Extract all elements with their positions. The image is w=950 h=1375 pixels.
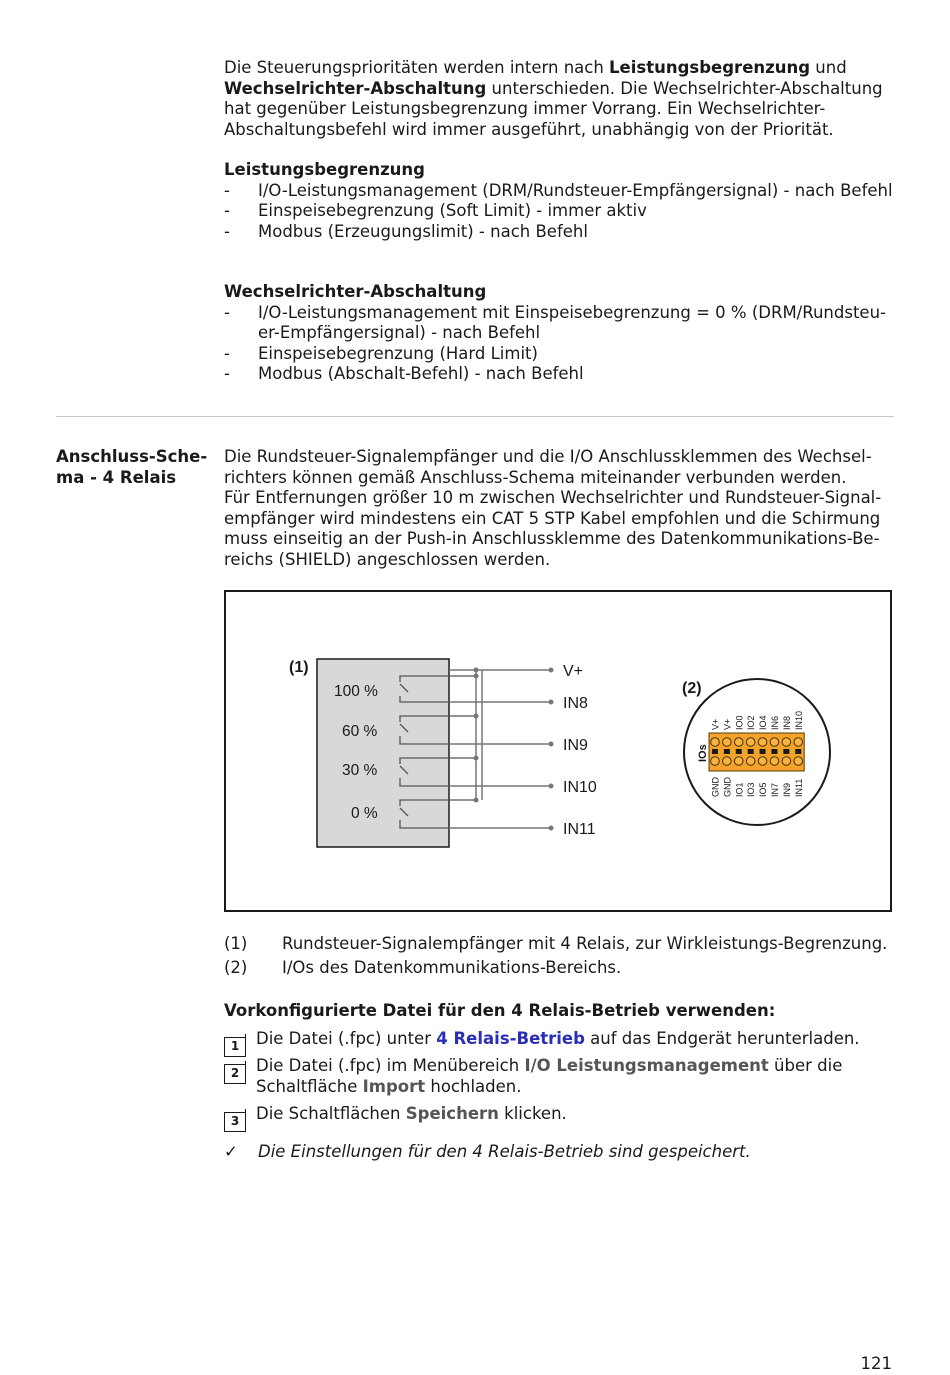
list-item: - Modbus (Abschalt-Befehl) - nach Befehl (224, 364, 584, 383)
relay-label: 30 % (342, 762, 378, 779)
pin-label-top: IO0 (734, 715, 745, 730)
list-item: - I/O-Leistungsmanagement mit Einspeisebegrenzung = 0 % (DRM/Rundsteuer-Empfängersignal) - nach Befehl (224, 302, 886, 342)
pin-label-bottom: IO5 (758, 782, 769, 797)
legend (224, 934, 896, 978)
pin-label-bottom: GND (722, 777, 733, 797)
legend-num: (1) (224, 934, 248, 953)
intro-text-1: Die Steuerungsprioritäten werden intern nach (224, 58, 610, 77)
io-label: (2) (682, 680, 702, 697)
wiring-diagram (224, 590, 892, 912)
pin-label-top: IO4 (758, 715, 769, 730)
receiver-label: (1) (289, 659, 309, 676)
leistungsbegrenzung-heading: Leistungsbegrenzung (224, 160, 425, 179)
legend-row (224, 958, 896, 979)
output-lines (449, 702, 551, 828)
terminal-slot (724, 749, 730, 754)
pin-label-bottom: IN7 (769, 782, 780, 797)
ios-label: IOs (697, 744, 709, 762)
step-text: klicken. (498, 1104, 567, 1123)
list-item-text: Einspeisebegrenzung (Hard Limit) (258, 343, 538, 363)
list-item-text: Einspeisebegrenzung (Soft Limit) - immer aktiv (258, 201, 647, 220)
check-icon: ✓ (224, 1141, 238, 1161)
legend-text: Rundsteuer-Signalempfänger mit 4 Relais, zur Wirkleistungs-Begrenzung. (282, 934, 888, 953)
pin-label-top: IO2 (746, 715, 757, 730)
abschaltung-heading: Wechselrichter-Abschaltung (224, 282, 487, 301)
relay-label: 100 % (334, 683, 378, 700)
result-line (224, 1142, 896, 1163)
pin-label-bottom: IN9 (781, 782, 792, 797)
list-item: - Einspeisebegrenzung (Hard Limit) (224, 343, 538, 363)
step-text: Die Datei (.fpc) im Menübereich (256, 1056, 525, 1075)
intro-paragraph (224, 58, 896, 140)
terminal-slot (760, 749, 766, 754)
terminal-clamp (711, 757, 720, 766)
step-text: über die Schaltfläche (256, 1056, 843, 1096)
terminal-clamp (723, 757, 732, 766)
wiring-diagram-svg (226, 592, 890, 910)
legend-num: (2) (224, 957, 248, 977)
terminal-clamp (758, 757, 767, 766)
pin-label-top: IN8 (781, 715, 792, 730)
terminal-clamp (734, 738, 743, 747)
section-paragraph-2: Für Entfernungen größer 10 m zwischen Wechselrichter und Rundsteuer-Signalempfänger wird mindestens ein CAT 5 STP Kabel empfohlen und die Schirmung muss einseitig an der Push-in Anschlussklemme des Datenkommunikations-Bereichs (SHIELD) angeschlossen werden. (224, 488, 882, 569)
intro-bold-2: Wechselrichter-Abschaltung (224, 78, 487, 98)
step-text: Die Datei (.fpc) unter (256, 1028, 437, 1048)
step-text: auf das Endgerät herunterladen. (584, 1028, 860, 1048)
list-item-text: Modbus (Erzeugungslimit) - nach Befehl (258, 221, 588, 241)
section-body (224, 447, 896, 570)
pin-label-top: IN10 (793, 710, 804, 730)
list-item-text: I/O-Leistungsmanagement mit Einspeisebegrenzung = 0 % (DRM/Rundsteuer-Empfängersignal) - nach Befehl (258, 302, 886, 342)
procedure-heading: Vorkonfigurierte Datei für den 4 Relais-Betrieb verwenden: (224, 1001, 776, 1020)
output-label: IN8 (563, 695, 588, 712)
pin-label-top: V+ (710, 718, 721, 730)
intro-bold-1: Leistungsbegrenzung (609, 58, 811, 77)
step-text: Die Schaltflächen (256, 1104, 406, 1123)
procedure (224, 1001, 896, 1162)
pin-label-bottom: IN11 (793, 778, 804, 797)
list-item-text: I/O-Leistungsmanagement (DRM/Rundsteuer-Empfängersignal) - nach Befehl (258, 180, 893, 200)
terminal-clamp (711, 738, 720, 747)
terminal-clamp (746, 757, 755, 766)
output-dots (549, 668, 554, 831)
button-name: Speichern (405, 1104, 499, 1123)
terminal-slot (795, 749, 801, 754)
terminal-body (709, 733, 804, 771)
pin-label-top: IN6 (769, 715, 780, 730)
terminal-slot (736, 749, 742, 754)
terminal-clamp (782, 757, 791, 766)
step-number-box: 2 (224, 1064, 246, 1084)
terminal-clamp (758, 738, 767, 747)
section-divider (56, 416, 894, 417)
terminal-clamp (794, 757, 803, 766)
terminal-slot (771, 749, 777, 754)
relay-label: 60 % (342, 723, 378, 740)
output-label: V+ (563, 663, 584, 680)
output-label: IN10 (563, 779, 597, 796)
terminal-slot (712, 749, 718, 754)
pin-label-bottom: GND (710, 777, 721, 797)
common-bus (449, 670, 551, 800)
button-name: Import (362, 1076, 426, 1096)
download-link[interactable]: 4 Relais-Betrieb (436, 1028, 585, 1048)
step-2 (224, 1056, 896, 1097)
terminal-slot (783, 749, 789, 754)
terminal-clamp (782, 738, 791, 747)
terminal-clamp (770, 738, 779, 747)
leistungsbegrenzung-block (224, 160, 896, 242)
terminal-clamp (746, 738, 755, 747)
step-number-box: 1 (224, 1037, 246, 1057)
output-label: IN11 (563, 821, 596, 838)
terminal-clamp (723, 738, 732, 747)
list-item: - I/O-Leistungsmanagement (DRM/Rundsteuer-Empfängersignal) - nach Befehl (224, 180, 893, 200)
abschaltung-block (224, 282, 896, 385)
pin-label-bottom: IO1 (734, 782, 745, 797)
intro-text-2: und (810, 58, 847, 77)
list-item: - Einspeisebegrenzung (Soft Limit) - immer aktiv (224, 201, 647, 220)
legend-row (224, 934, 896, 955)
output-label: IN9 (563, 737, 588, 754)
list-item: - Modbus (Erzeugungslimit) - nach Befehl (224, 221, 588, 241)
result-text: Die Einstellungen für den 4 Relais-Betrieb sind gespeichert. (258, 1141, 751, 1161)
terminal-clamp (794, 738, 803, 747)
page-number: 121 (860, 1354, 892, 1373)
terminal-clamp (734, 757, 743, 766)
list-item-text: Modbus (Abschalt-Befehl) - nach Befehl (258, 364, 584, 383)
legend-text: I/Os des Datenkommunikations-Bereichs. (282, 957, 622, 977)
intro-text-3: unterschieden. Die Wechselrichter-Abschaltung hat gegenüber Leistungsbegrenzung immer Vorrang. Ein Wechselrichter-Abschaltungsbefehl wird immer ausgeführt, unabhängig von der Priorität. (224, 78, 883, 139)
terminal-clamp (770, 757, 779, 766)
relay-label: 0 % (351, 805, 378, 822)
step-number-box: 3 (224, 1112, 246, 1132)
section-paragraph-1: Die Rundsteuer-Signalempfänger und die I/O Anschlussklemmen des Wechselrichters können gemäß Anschluss-Schema miteinander verbunden werden. (224, 447, 872, 487)
pin-label-bottom: IO3 (746, 782, 757, 797)
step-text: hochladen. (425, 1076, 522, 1096)
step-1 (224, 1028, 896, 1053)
section-side-heading: Anschluss-Schema - 4 Relais (56, 447, 208, 487)
menu-name: I/O Leistungsmanagement (524, 1056, 769, 1075)
pin-label-top: V+ (722, 718, 733, 730)
terminal-slot (748, 749, 754, 754)
step-3 (224, 1104, 896, 1128)
